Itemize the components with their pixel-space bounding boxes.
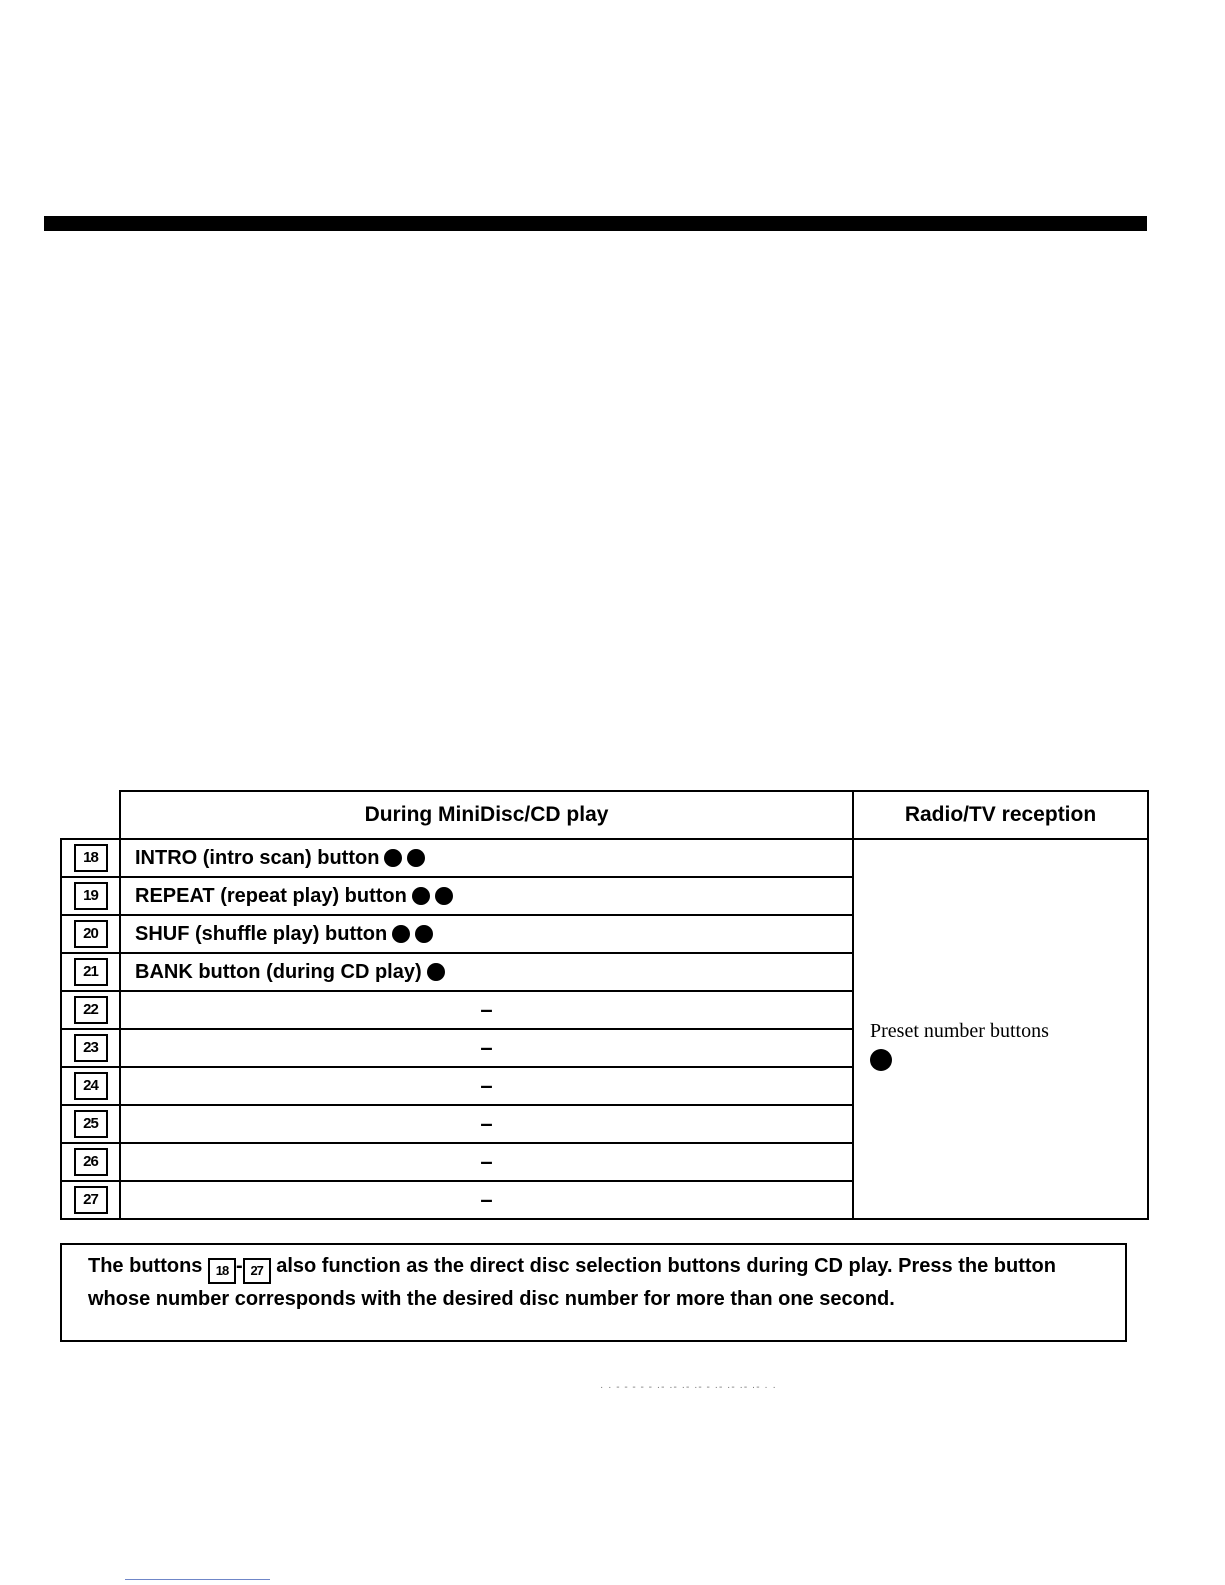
function-label: – xyxy=(480,1149,493,1174)
function-label: – xyxy=(480,1111,493,1136)
row-number-cell xyxy=(61,1105,120,1143)
number-badge: 22 xyxy=(74,996,108,1024)
function-cell xyxy=(120,1105,853,1143)
reference-bullet-icon xyxy=(870,1049,892,1071)
row-number-cell xyxy=(61,1029,120,1067)
function-cell xyxy=(120,1067,853,1105)
number-badge: 18 xyxy=(74,844,108,872)
function-label: SHUF (shuffle play) button xyxy=(135,922,388,945)
row-number-cell xyxy=(61,991,120,1029)
reference-bullet-icon xyxy=(427,963,445,981)
function-cell xyxy=(120,1029,853,1067)
header-radio-tv-reception: Radio/TV reception xyxy=(853,791,1148,839)
note-range-separator: - xyxy=(236,1255,243,1277)
function-label: INTRO (intro scan) button xyxy=(135,846,380,869)
radio-tv-cell xyxy=(853,839,1148,1219)
scan-artifact: · · - - - - - ·- ·- ·- ·- - ·- ·- ·- ·- · · xyxy=(600,1382,777,1393)
top-rule xyxy=(44,216,1147,231)
function-label: – xyxy=(480,1073,493,1098)
number-badge: 24 xyxy=(74,1072,108,1100)
function-cell xyxy=(120,991,853,1029)
row-number-cell xyxy=(61,953,120,991)
function-cell xyxy=(120,1181,853,1219)
number-badge: 23 xyxy=(74,1034,108,1062)
header-minidisc-cd-play: During MiniDisc/CD play xyxy=(120,791,853,839)
row-number-cell xyxy=(61,1143,120,1181)
table-row xyxy=(61,839,1148,877)
reference-bullet-icon xyxy=(384,849,402,867)
bottom-link-line xyxy=(125,1579,270,1580)
reference-bullet-icon xyxy=(435,887,453,905)
function-label: REPEAT (repeat play) button xyxy=(135,884,407,907)
function-cell xyxy=(120,915,853,953)
function-cell xyxy=(120,877,853,915)
button-function-table xyxy=(60,790,1149,1220)
row-number-cell xyxy=(61,877,120,915)
function-cell xyxy=(120,953,853,991)
function-label: – xyxy=(480,997,493,1022)
note-text-rest: also function as the direct disc selection buttons during CD play. Press the button whose number corresponds with the desired disc number for more than one second. xyxy=(88,1255,1056,1310)
function-label: BANK button (during CD play) xyxy=(135,960,422,983)
number-badge: 19 xyxy=(74,882,108,910)
note-text-start: The buttons xyxy=(88,1255,203,1277)
function-label: – xyxy=(480,1187,493,1212)
number-badge: 20 xyxy=(74,920,108,948)
reference-bullet-icon xyxy=(407,849,425,867)
table-header-row xyxy=(61,791,1148,839)
row-number-cell xyxy=(61,915,120,953)
function-cell xyxy=(120,839,853,877)
row-number-cell xyxy=(61,1067,120,1105)
note-box xyxy=(60,1243,1127,1342)
reference-bullet-icon xyxy=(415,925,433,943)
row-number-cell xyxy=(61,839,120,877)
row-number-cell xyxy=(61,1181,120,1219)
function-label: – xyxy=(480,1035,493,1060)
number-badge: 25 xyxy=(74,1110,108,1138)
preset-number-buttons-text: Preset number buttons xyxy=(870,1020,1049,1042)
table-body xyxy=(61,839,1148,1219)
function-cell xyxy=(120,1143,853,1181)
number-badge: 21 xyxy=(74,958,108,986)
reference-bullet-icon xyxy=(392,925,410,943)
number-badge: 26 xyxy=(74,1148,108,1176)
reference-bullet-icon xyxy=(412,887,430,905)
note-number-badge-18: 18 xyxy=(208,1258,236,1284)
header-blank-cell xyxy=(61,791,120,839)
number-badge: 27 xyxy=(74,1186,108,1214)
note-number-badge-27: 27 xyxy=(243,1258,271,1284)
